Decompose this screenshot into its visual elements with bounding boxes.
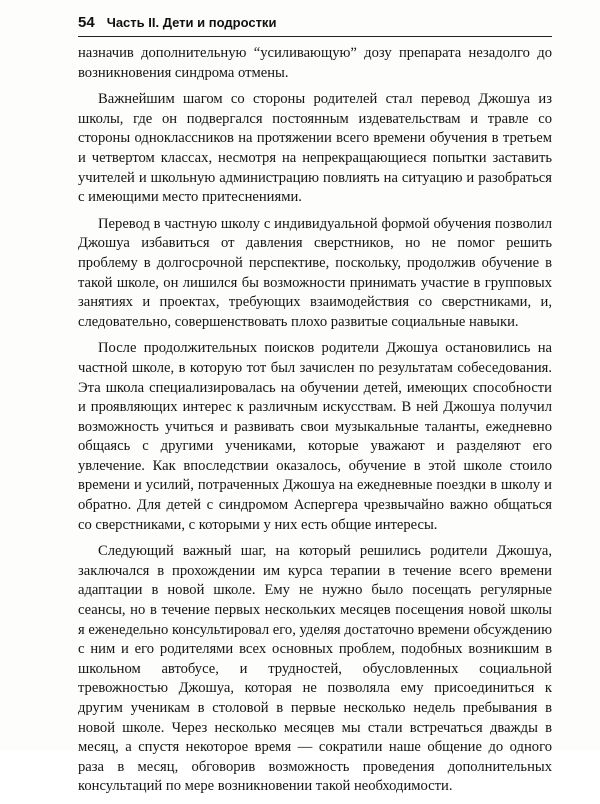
paragraph: После продолжительных поисков родители Джошуа остановились на частной школе, в которую тот был зачислен по результатам собеседования. Эта школа специализировалась на обучении детей, имеющих способности и проявляющих интерес к различным искусствам. В ней Джошуа получил возможность учиться и развивать свои музыкальные таланты, ежедневно общаясь с другими учениками, которые уважают и разделяют его увлечение. Как впоследствии оказалось, обучение в этой школе стоило времени и усилий, потраченных Джошуа на ежедневные поездки в школу и обратно. Для детей с синдромом Аспергера чрезвычайно важно общаться со сверстниками, с которыми у них есть общие интересы. [78,340,552,533]
paragraph: Следующий важный шаг, на который решились родители Джошуа, заключался в прохождении им курса терапии в течение всего времени адаптации в новой школе. Ему не нужно было посещать регулярные сеансы, но в течение первых нескольких месяцев посещения новой школы я еженедельно консультировал его, уделяя достаточно времени обсуждению с ним и его родителями всех основных проблем, подобных возникшим в школьном автобусе, и трудностей, обусловленных социальной тревожностью Джошуа, которая не позволяла ему присоединиться к другим ученикам в столовой в первые несколько недель пребывания в новой школе. Через несколько месяцев мы стали встречаться дважды в месяц, а спустя некоторое время — сократили наше общение до одного раза в месяц, обговорив возможность проведения дополнительных консультаций по мере возникновении такой необходимости. [78,543,552,795]
paragraph: Перевод в частную школу с индивидуальной формой обучения позволил Джошуа избавиться от давления сверстников, но не помог решить проблему в долгосрочной перспективе, поскольку, продолжив обучение в такой школе, он лишился бы возможности принимать участие в групповых занятиях и проектах, требующих взаимодействия со сверстниками, и, следовательно, совершенствовать плохо развитые социальные навыки. [78,215,552,330]
page-number: 54 [78,14,95,31]
section-title: Часть II. Дети и подростки [106,15,277,30]
paragraph-continued: назначив дополнительную “усиливающую” дозу препарата незадолго до возникновения синдрома отмены. [78,45,552,81]
body-text [78,44,552,804]
paragraph: Важнейшим шагом со стороны родителей стал перевод Джошуа из школы, где он подвергался постоянным издевательствам и травле со стороны одноклассников на протяжении всего времени обучения в третьем и четвертом классах, несмотря на непрекращающиеся попытки заставить учителей и школьную администрацию повлиять на ситуацию и разобраться с имеющими место притеснениями. [78,91,552,206]
running-header [78,14,552,37]
